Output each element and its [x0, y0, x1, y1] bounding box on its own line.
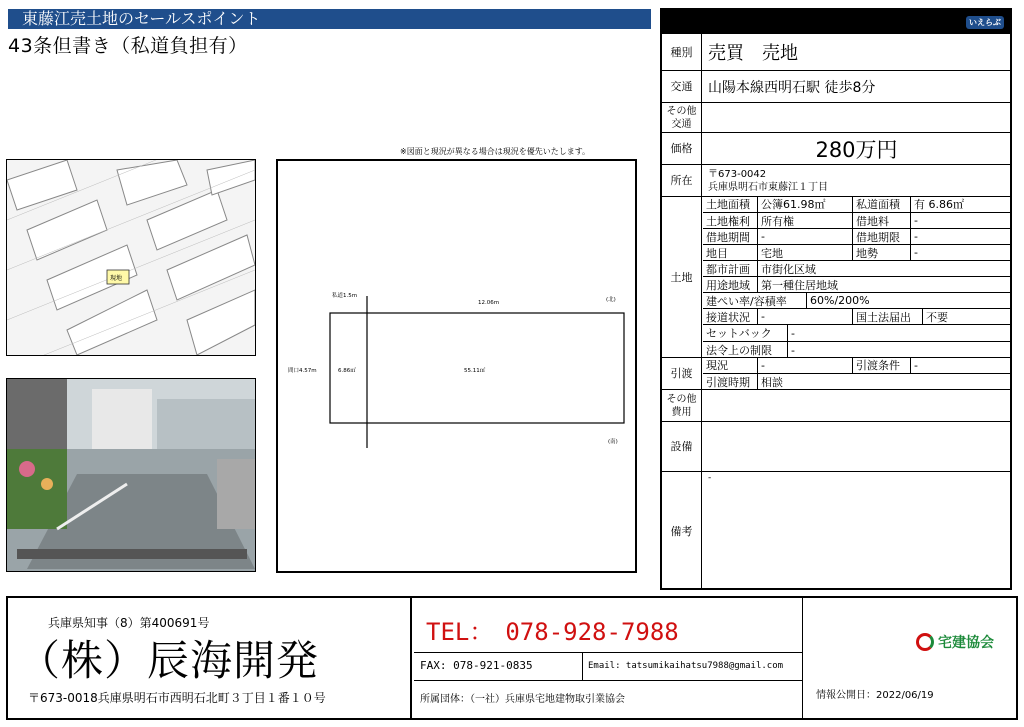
notify-label: 国土法届出 [853, 309, 923, 324]
map-site-label: 現地 [110, 275, 123, 282]
row-price [662, 132, 1010, 164]
handover-label: 引渡 [662, 358, 702, 389]
handover-subtable [703, 358, 1010, 389]
lease-limit-label: 借地期限 [853, 229, 911, 244]
status-label: 現況 [703, 357, 758, 373]
other-transport-value [703, 103, 1010, 132]
private-area-label: 私道面積 [853, 196, 911, 212]
land-row-right [703, 212, 1010, 228]
facilities-value [703, 422, 1010, 471]
license-number: 兵庫県知事（8）第400691号 [48, 616, 210, 630]
legal-value: - [791, 343, 795, 357]
coverage-label: 建ぺい率/容積率 [703, 293, 807, 308]
lease-term-label: 借地期間 [703, 229, 758, 244]
setback-label: セットバック [703, 325, 788, 341]
timing-value: 相談 [761, 376, 783, 389]
access-value: - [758, 309, 853, 324]
other-costs-value [703, 390, 1010, 421]
photo-image [7, 379, 255, 571]
land-row-cityplan [703, 260, 1010, 276]
lot-plan-drawing [278, 161, 635, 571]
site-photo [6, 378, 256, 572]
legal-label: 法令上の制限 [703, 342, 788, 358]
terrain-label: 地勢 [853, 245, 911, 260]
north-label: (北) [606, 297, 616, 303]
land-row-coverage [703, 292, 1010, 308]
south-label: (南) [608, 439, 618, 445]
property-spec-table [660, 8, 1012, 590]
setback-value: - [791, 326, 795, 340]
facilities-label: 設備 [662, 422, 702, 471]
frontage-label: 間口4.57m [288, 368, 317, 374]
land-row-category [703, 244, 1010, 260]
transport-label: 交通 [662, 71, 702, 102]
company-info [8, 598, 412, 718]
tel-number[interactable]: TEL： 078-928-7988 [426, 618, 679, 646]
land-row-area [703, 196, 1010, 212]
terrain-value: - [914, 246, 918, 259]
location-address: 兵庫県明石市東藤江１丁目 [708, 181, 828, 193]
location-postal: 〒673-0042 [708, 168, 767, 180]
private-road-label: 私道1.5m [332, 293, 358, 299]
location-label: 所在 [662, 165, 702, 196]
fax-number: FAX: 078-921-0835 [420, 659, 533, 672]
private-area-value: 有 6.86㎡ [914, 198, 964, 211]
other-transport-label: その他交通 [662, 103, 702, 132]
row-facilities [662, 421, 1010, 471]
land-right-label: 土地権利 [703, 213, 758, 228]
location-value [703, 165, 1010, 196]
cond-value: - [914, 358, 918, 372]
zoning-label: 用途地域 [703, 277, 758, 292]
land-area-label: 土地面積 [703, 196, 758, 212]
association-name: 所属団体：（一社）兵庫県宅地建物取引業協会 [420, 694, 625, 705]
association-logo-icon [916, 633, 934, 651]
row-other-costs [662, 389, 1010, 421]
land-subtable [703, 197, 1010, 357]
row-remarks [662, 471, 1010, 590]
land-label: 土地 [662, 197, 702, 357]
row-other-transport [662, 102, 1010, 132]
land-row-legal [703, 341, 1010, 358]
association-logo-text: 宅建協会 [938, 635, 994, 651]
lot-plan [276, 159, 637, 573]
subtitle: 43条但書き（私道負担有） [8, 35, 248, 57]
spec-header [662, 10, 1010, 33]
land-row-zoning [703, 276, 1010, 292]
page-title: 東藤江売土地のセールスポイント [8, 9, 651, 29]
other-costs-label: その他費用 [662, 390, 702, 421]
handover-row-timing [703, 373, 1010, 390]
land-row-setback [703, 324, 1010, 341]
land-row-lease [703, 228, 1010, 244]
type-label: 種別 [662, 34, 702, 70]
lease-fee-value: - [914, 214, 918, 227]
notify-value: 不要 [926, 310, 948, 324]
cond-label: 引渡条件 [853, 357, 911, 373]
company-address: 〒673-0018兵庫県明石市西明石北町３丁目１番１０号 [28, 691, 326, 705]
price-label: 価格 [662, 133, 702, 164]
association-logo [916, 632, 994, 652]
row-transport [662, 70, 1010, 102]
type-value: 売買 売地 [708, 43, 798, 64]
city-plan-value: 市街化区域 [761, 262, 816, 276]
lease-fee-label: 借地料 [853, 213, 911, 228]
lease-limit-value: - [914, 230, 918, 243]
area-map [6, 159, 256, 356]
ierabu-logo: いえらぶ [966, 16, 1004, 29]
width-label: 12.06m [478, 300, 500, 306]
transport-value: 山陽本線西明石駅 徒歩8分 [708, 79, 876, 96]
lease-term-value: - [758, 229, 853, 244]
category-label: 地目 [703, 245, 758, 260]
price-value: 280万円 [815, 137, 898, 162]
category-value: 宅地 [758, 245, 853, 260]
remarks-value: - [708, 473, 712, 483]
access-label: 接道状況 [703, 309, 758, 324]
company-footer [6, 596, 1018, 720]
road-area-label: 6.86㎡ [338, 368, 356, 374]
handover-row-status [703, 357, 1010, 373]
lot-area-label: 55.11㎡ [464, 368, 486, 374]
row-land [662, 196, 1010, 357]
contact-info [414, 598, 1016, 718]
land-row-access [703, 308, 1010, 324]
status-value: - [758, 357, 853, 373]
remarks-label: 備考 [662, 472, 702, 590]
row-type [662, 33, 1010, 70]
coverage-value: 60%/200% [810, 294, 870, 307]
city-plan-label: 都市計画 [703, 261, 758, 276]
timing-label: 引渡時期 [703, 374, 758, 390]
company-name: （株）辰海開発 [18, 636, 320, 685]
row-handover [662, 357, 1010, 389]
row-location [662, 164, 1010, 196]
land-right-value: 所有権 [758, 213, 853, 228]
map-image [7, 160, 255, 355]
email-address[interactable]: Email: tatsumikaihatsu7988@gmail.com [588, 661, 784, 671]
zoning-value: 第一種住居地域 [761, 278, 838, 292]
land-area-value: 公簿61.98㎡ [758, 196, 853, 212]
disclaimer-note: ※図面と現況が異なる場合は現況を優先いたします。 [400, 147, 591, 156]
published-date: 情報公開日：2022/06/19 [816, 690, 934, 701]
